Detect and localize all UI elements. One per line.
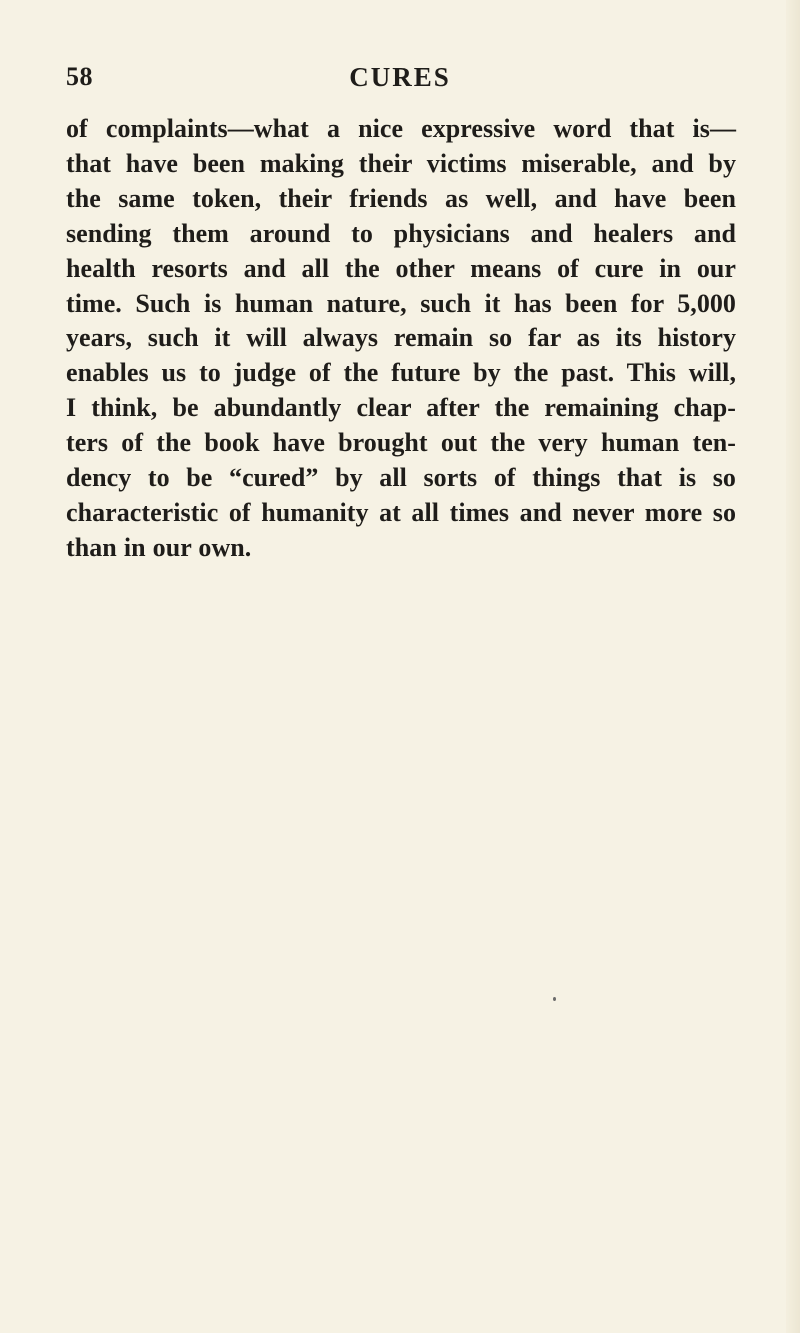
body-line: characteristic of humanity at all times and never more so [66, 497, 736, 527]
body-line: health resorts and all the other means of cure in our [66, 253, 736, 283]
page-number: 58 [66, 62, 93, 91]
body-line: dency to be “cured” by all sorts of things that is so [66, 463, 736, 493]
paper-speck [553, 997, 556, 1001]
body-line: the same token, their friends as well, and have been [66, 183, 736, 213]
running-title: CURES [349, 62, 451, 92]
body-line: that have been making their victims miserable, and by [66, 148, 736, 178]
body-line: I think, be abundantly clear after the remaining chap- [66, 393, 736, 423]
body-line: time. Such is human nature, such it has been for 5,000 [66, 288, 736, 318]
body-paragraph [66, 112, 736, 566]
body-line: sending them around to physicians and healers and [66, 218, 736, 248]
page-edge [786, 0, 800, 1333]
body-line: of complaints—what a nice expressive word that is— [66, 114, 736, 143]
body-line: ters of the book have brought out the very human ten- [66, 428, 736, 458]
body-line: than in our own. [66, 532, 252, 562]
body-line: years, such it will always remain so far as its history [66, 323, 736, 353]
page-header [66, 62, 732, 98]
body-line: enables us to judge of the future by the past. This will, [66, 358, 736, 388]
